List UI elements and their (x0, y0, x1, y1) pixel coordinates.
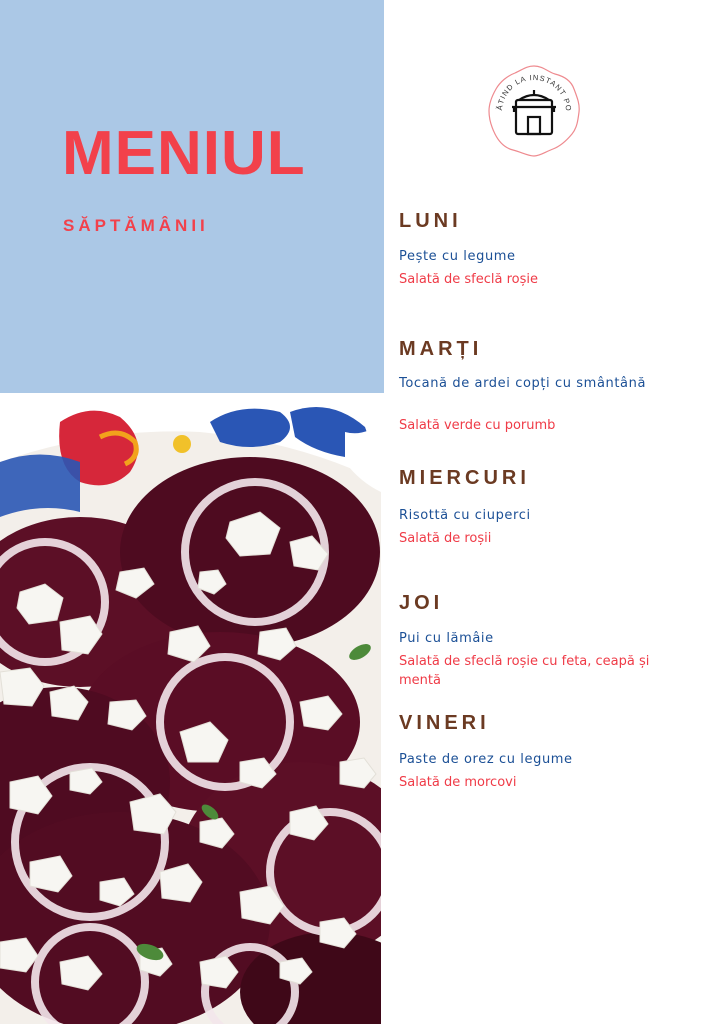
logo-text: ĂTIND LA INSTANT PO (494, 72, 574, 113)
day-thursday: JOI (399, 592, 444, 614)
wednesday-side-dish: Salată de roșii (399, 531, 492, 546)
wednesday-main-dish: Risottă cu ciuperci (399, 508, 531, 523)
monday-side-dish: Salată de sfeclă roșie (399, 272, 538, 287)
day-wednesday: MIERCURI (399, 467, 530, 489)
day-friday: VINERI (399, 712, 490, 734)
beet-salad-photo (0, 402, 381, 1024)
monday-main-dish: Pește cu legume (399, 249, 516, 264)
day-monday: LUNI (399, 210, 462, 232)
thursday-side-dish: Salată de sfeclă roșie cu feta, ceapă și mentă (399, 654, 650, 688)
thursday-main-dish: Pui cu lămâie (399, 631, 494, 646)
page-title: MENIUL (62, 119, 306, 188)
friday-main-dish: Paste de orez cu legume (399, 752, 573, 767)
page-subtitle: SĂPTĂMÂNII (63, 216, 209, 235)
tuesday-side-dish: Salată verde cu porumb (399, 418, 556, 433)
header-panel (0, 0, 384, 393)
instant-pot-logo (485, 62, 583, 158)
friday-side-dish: Salată de morcovi (399, 775, 517, 790)
tuesday-main-dish: Tocană de ardei copți cu smântână (399, 376, 647, 391)
day-tuesday: MARȚI (399, 338, 483, 360)
